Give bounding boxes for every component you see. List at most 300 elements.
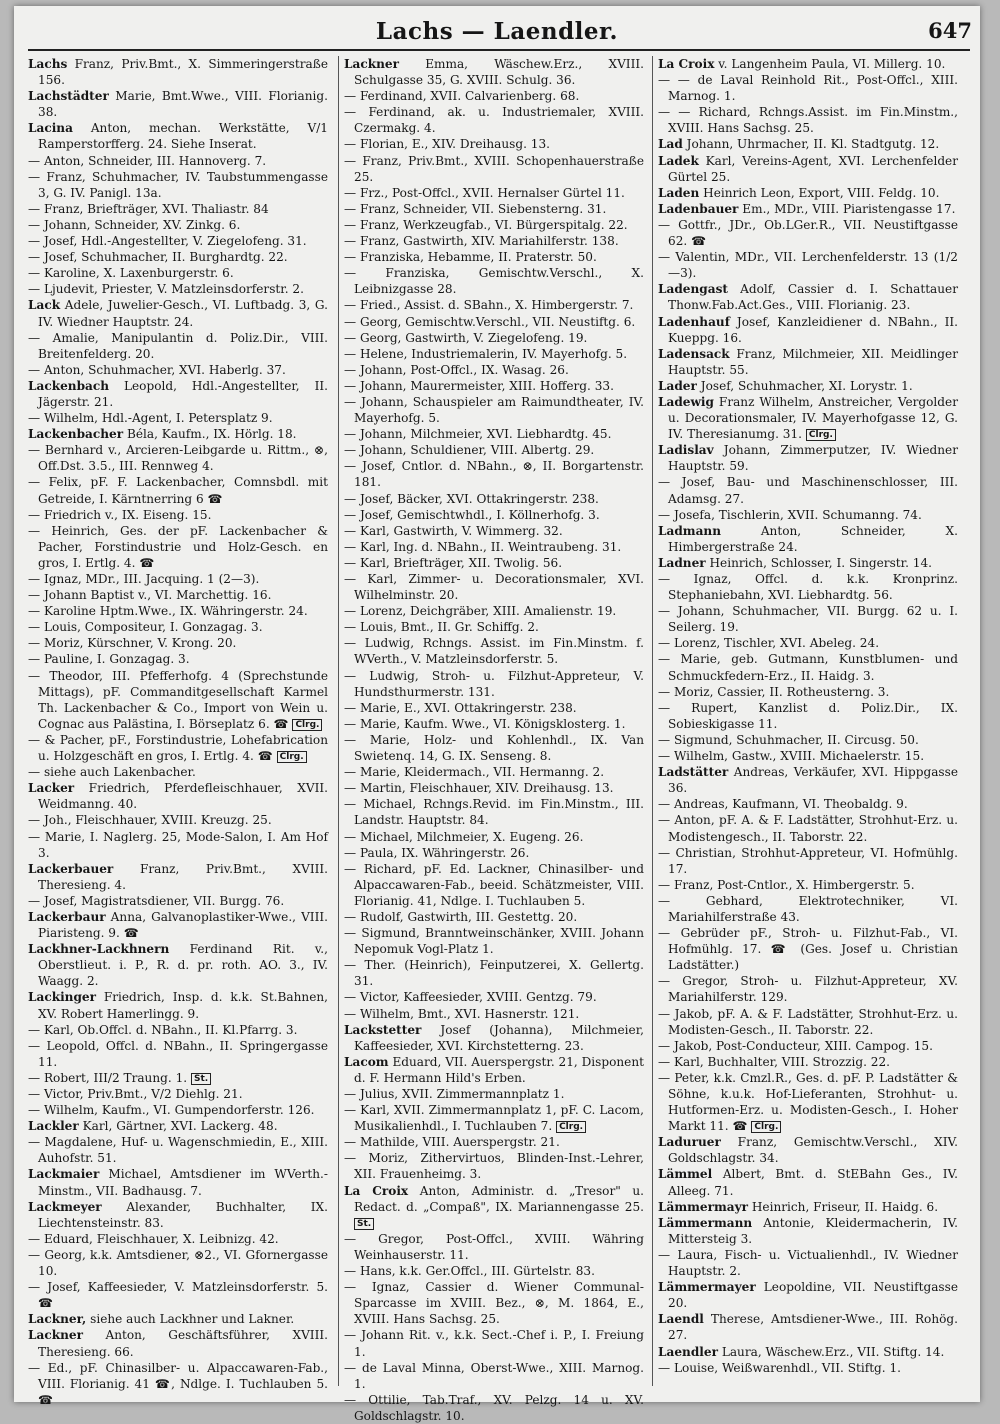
directory-entry	[28, 330, 328, 362]
entry-text: — Bernhard v., Arcieren-Leibgarde u. Rittm., ⊗, Off.Dst. 3.5., III. Rennweg 4.	[28, 443, 328, 474]
entry-text: — Johann Baptist v., VI. Marchettig. 16.	[28, 588, 272, 603]
entry-name: Lämmermayr	[658, 1199, 749, 1214]
entry-text: Emma, Wäschew.Erz., XVIII. Schulgasse 35, G. XVIII. Schulg. 36.	[354, 57, 644, 88]
entry-text: — Josef, Magistratsdiener, VII. Burgg. 76.	[28, 893, 285, 908]
entry-name: Ladensack	[658, 346, 730, 361]
entry-name: Lacom	[344, 1054, 389, 1069]
entry-text: — Anton, pF. A. & F. Ladstätter, Strohhut-Erz. u. Modistengesch., II. Taborstr. 22.	[658, 813, 958, 844]
entry-text: Josef, Kanzleidiener d. NBahn., II. Kueppg. 16.	[668, 314, 958, 345]
directory-entry	[344, 314, 644, 330]
directory-entry	[28, 1231, 328, 1247]
entry-text: Anton, Schneider, X. Himbergerstraße 24.	[668, 523, 958, 554]
entry-text: — Franz, Priv.Bmt., XVIII. Schopenhauerstraße 25.	[344, 153, 644, 184]
entry-text: — Sigmund, Schuhmacher, II. Circusg. 50.	[658, 732, 919, 747]
directory-entry	[658, 1279, 958, 1311]
directory-entry	[658, 474, 958, 506]
entry-text: Adele, Juwelier-Gesch., VI. Luftbadg. 3, G. IV. Wiedner Hauptstr. 24.	[38, 298, 328, 329]
entry-name: Lackner	[28, 1328, 83, 1343]
entry-text: Eduard, VII. Auerspergstr. 21, Disponent d. F. Hermann Hild's Erben.	[354, 1054, 644, 1085]
entry-text: Franz, Priv.Bmt., XVIII. Theresieng. 4.	[38, 861, 328, 892]
entry-text: — Ignaz, MDr., III. Jacquing. 1 (2—3).	[28, 572, 260, 586]
directory-entry	[344, 700, 644, 716]
directory-entry	[658, 249, 958, 281]
entry-text: — — Richard, Rchngs.Assist. im Fin.Minstm., XVIII. Hans Sachsg. 25.	[658, 105, 958, 136]
directory-entry	[344, 1150, 644, 1182]
directory-entry	[344, 829, 644, 845]
column-divider	[652, 56, 653, 1386]
directory-entry	[344, 491, 644, 507]
entry-text: Anton, mechan. Werkstätte, V/1 Ramperstorfferg. 24. Siehe Inserat.	[38, 121, 328, 152]
directory-entry	[28, 153, 328, 169]
directory-entry	[28, 1247, 328, 1279]
entry-text: — Johann, Milchmeier, XVI. Liebhardtg. 45.	[344, 427, 612, 442]
entry-text: — Frz., Post-Offcl., XVII. Hernalser Gürtel 11.	[344, 185, 625, 200]
directory-entry	[28, 1038, 328, 1070]
entry-text: — Julius, XVII. Zimmermannplatz 1.	[344, 1087, 565, 1101]
directory-entry	[344, 426, 644, 442]
entry-text: — & Pacher, pF., Forstindustrie, Lohefabrication u. Holzgeschäft en gros, I. Ertlg. 4. ☎	[28, 732, 328, 764]
entry-name: Lader	[658, 378, 697, 393]
entry-badge: Clrg.	[292, 719, 322, 731]
entry-text: — Laura, Fisch- u. Victualienhdl., IV. Wiedner Hauptstr. 2.	[658, 1247, 958, 1279]
entry-text: Karl, Vereins-Agent, XVI. Lerchenfelder Gürtel 25.	[668, 153, 958, 184]
entry-text: — Josef, Kaffeesieder, V. Matzleinsdorferstr. 5. ☎	[28, 1280, 328, 1311]
entry-text: — Josef, Bäcker, XVI. Ottakringerstr. 238.	[344, 491, 599, 506]
directory-entry	[658, 1344, 958, 1360]
directory-entry	[28, 1360, 328, 1408]
entry-text: Michael, Amtsdiener im WVerth.-Minstm., VII. Badhausg. 7.	[38, 1167, 328, 1198]
entry-text: — Hans, k.k. Ger.Offcl., III. Gürtelstr. 83.	[344, 1264, 595, 1279]
directory-entry	[344, 1102, 644, 1134]
entry-text: — Gebrüder pF., Stroh- u. Filzhut-Fab., VI. Hofmühlg. 17. ☎ (Ges. Josef u. Christian Ladstätter.)	[658, 926, 958, 973]
entry-text: — Ignaz, Offcl. d. k.k. Kronprinz. Stephaniebahn, XVI. Liebhardtg. 56.	[658, 572, 958, 603]
entry-text: — Helene, Industriemalerin, IV. Mayerhofg. 5.	[344, 346, 628, 361]
entry-badge: Clrg.	[751, 1121, 781, 1133]
directory-page	[14, 6, 980, 1423]
column-3	[658, 56, 958, 1391]
entry-text: — Leopold, Offcl. d. NBahn., II. Springergasse 11.	[28, 1038, 328, 1069]
directory-entry	[28, 201, 328, 217]
directory-entry	[28, 635, 328, 651]
directory-entry	[658, 153, 958, 185]
entry-text: — Karl, Gastwirth, V. Wimmerg. 32.	[344, 523, 563, 538]
entry-text: Friedrich, Pferdefleischhauer, XVII. Weidmanng. 40.	[38, 781, 328, 812]
directory-entry	[28, 1134, 328, 1166]
entry-name: Lackstetter	[344, 1022, 422, 1037]
entry-text: Heinrich, Schlosser, I. Singerstr. 14.	[709, 555, 933, 570]
entry-text: — Gebhard, Elektrotechniker, VI. Mariahilferstraße 43.	[658, 893, 958, 924]
entry-text: — Ferdinand, ak. u. Industriemaler, XVIII. Czermakg. 4.	[344, 105, 644, 136]
entry-text: Em., MDr., VIII. Piaristengasse 17.	[742, 201, 956, 216]
directory-entry	[28, 56, 328, 88]
entry-text: — Ignaz, Cassier d. Wiener Communal-Sparcasse im XVIII. Bez., ⊗, M. 1864, E., XVIII. Hans Sachsg. 25.	[344, 1280, 644, 1327]
directory-entry	[28, 1118, 328, 1134]
directory-entry	[344, 1263, 644, 1279]
entry-badge: Clrg.	[277, 751, 307, 763]
entry-text: — Ferdinand, XVII. Calvarienberg. 68.	[344, 89, 580, 104]
entry-badge: St.	[191, 1073, 211, 1085]
page-title: Lachs — Laendler.	[375, 18, 619, 45]
entry-text: — Victor, Priv.Bmt., V/2 Diehlg. 21.	[28, 1087, 243, 1101]
directory-entry	[658, 845, 958, 877]
directory-entry	[658, 72, 958, 104]
directory-entry	[344, 458, 644, 490]
directory-entry	[344, 136, 644, 152]
entry-text: Karl, Gärtner, XVI. Lackerg. 48.	[82, 1119, 278, 1134]
entry-text: — Ludwig, Stroh- u. Filzhut-Appreteur, V. Hundsthurmerstr. 131.	[344, 668, 644, 699]
directory-entry	[344, 1086, 644, 1102]
directory-entry	[658, 893, 958, 925]
entry-text: — Joh., Fleischhauer, XVIII. Kreuzg. 25.	[28, 813, 272, 828]
entry-text: — Amalie, Manipulantin d. Poliz.Dir., VIII. Breitenfelderg. 20.	[28, 330, 328, 361]
directory-entry	[28, 217, 328, 233]
page-header	[14, 14, 980, 48]
entry-text: — Josefa, Tischlerin, XVII. Schumanng. 74.	[658, 507, 922, 522]
directory-entry	[344, 989, 644, 1005]
entry-text: — Gottfr., JDr., Ob.LGer.R., VII. Neustiftgasse 62. ☎	[658, 217, 958, 249]
directory-entry	[658, 925, 958, 973]
directory-entry	[28, 780, 328, 812]
header-rule	[28, 49, 970, 51]
directory-entry	[344, 635, 644, 667]
entry-text: v. Langenheim Paula, VI. Millerg. 10.	[718, 57, 946, 71]
directory-entry	[344, 1022, 644, 1054]
entry-name: Lachstädter	[28, 89, 109, 104]
entry-text: — Franziska, Hebamme, II. Praterstr. 50.	[344, 250, 597, 265]
directory-entry	[28, 378, 328, 410]
directory-entry	[344, 1360, 644, 1392]
directory-entry	[658, 104, 958, 136]
entry-text: — Michael, Milchmeier, X. Eugeng. 26.	[344, 829, 584, 844]
directory-entry	[28, 1199, 328, 1231]
directory-entry	[344, 796, 644, 828]
entry-text: — Johann, Maurermeister, XIII. Hofferg. 33.	[344, 378, 614, 393]
entry-text: — Ludwig, Rchngs. Assist. im Fin.Minstm. f. WVerth., V. Matzleinsdorferstr. 5.	[344, 636, 644, 667]
entry-name: La Croix	[344, 1183, 409, 1198]
directory-entry	[28, 603, 328, 619]
entry-text: — Andreas, Kaufmann, VI. Theobaldg. 9.	[658, 797, 908, 812]
entry-text: Leopold, Hdl.-Angestellter, II. Jägerstr. 21.	[38, 378, 328, 409]
directory-entry	[658, 56, 958, 72]
entry-text: — Franz, Schneider, VII. Siebensterng. 31.	[344, 201, 607, 216]
entry-text: Franz, Priv.Bmt., X. Simmeringerstraße 156.	[38, 57, 328, 88]
directory-entry	[28, 120, 328, 152]
entry-text: — Marie, geb. Gutmann, Kunstblumen- und Schmuckfedern-Erz., II. Haidg. 3.	[658, 652, 958, 683]
entry-text: — Felix, pF. F. Lackenbacher, Comnsbdl. mit Getreide, I. Kärntnerring 6 ☎	[28, 475, 328, 506]
entry-text: Leopoldine, VII. Neustiftgasse 20.	[668, 1280, 958, 1311]
entry-text: — Pauline, I. Gonzagag. 3.	[28, 652, 190, 667]
directory-entry	[28, 861, 328, 893]
directory-entry	[658, 1070, 958, 1134]
entry-text: — Georg, k.k. Amtsdiener, ⊗2., VI. Gfornergasse 10.	[28, 1247, 328, 1279]
entry-name: Lad	[658, 137, 683, 152]
column-2	[344, 56, 644, 1423]
entry-name: Lackinger	[28, 990, 96, 1005]
directory-entry	[658, 217, 958, 249]
directory-entry	[344, 217, 644, 233]
entry-text: — Josef, Cntlor. d. NBahn., ⊗, II. Borgartenstr. 181.	[344, 459, 644, 490]
directory-entry	[344, 507, 644, 523]
entry-text: — Fried., Assist. d. SBahn., X. Himbergerstr. 7.	[344, 298, 634, 313]
directory-entry	[28, 829, 328, 861]
entry-text: — Michael, Rchngs.Revid. im Fin.Minstm., III. Landstr. Hauptstr. 84.	[344, 797, 644, 828]
entry-text: — Paula, IX. Währingerstr. 26.	[344, 845, 530, 860]
directory-entry	[658, 1054, 958, 1070]
directory-entry	[344, 249, 644, 265]
entry-name: Laendl	[658, 1312, 704, 1327]
directory-entry	[658, 877, 958, 893]
directory-entry	[658, 1199, 958, 1215]
directory-entry	[658, 973, 958, 1005]
entry-text: — Sigmund, Branntweinschänker, XVIII. Johann Nepomuk Vogl-Platz 1.	[344, 926, 644, 957]
directory-entry	[28, 1102, 328, 1118]
entry-text: — Moriz, Kürschner, V. Krong. 20.	[28, 636, 237, 651]
entry-text: — Wilhelm, Hdl.-Agent, I. Petersplatz 9.	[28, 411, 273, 426]
entry-text: — Karl, Buchhalter, VIII. Strozzig. 22.	[658, 1054, 891, 1069]
entry-text: — Gregor, Stroh- u. Filzhut-Appreteur, XV. Mariahilferstr. 129.	[658, 974, 958, 1005]
entry-text: Béla, Kaufm., IX. Hörlg. 18.	[126, 427, 297, 442]
entry-name: Lackler	[28, 1119, 79, 1134]
entry-text: — de Laval Minna, Oberst-Wwe., XIII. Marnog. 1.	[344, 1360, 644, 1391]
directory-entry	[28, 88, 328, 120]
directory-entry	[28, 668, 328, 732]
directory-entry	[28, 1311, 328, 1327]
entry-name: Lackmaier	[28, 1167, 100, 1182]
directory-entry	[658, 684, 958, 700]
entry-text: — Jakob, Post-Conducteur, XIII. Campog. 15.	[658, 1038, 933, 1053]
directory-entry	[344, 56, 644, 88]
directory-entry	[658, 1006, 958, 1038]
directory-entry	[658, 1166, 958, 1198]
entry-text: — Franz, Post-Cntlor., X. Himbergerstr. 5.	[658, 877, 915, 892]
directory-entry	[344, 1183, 644, 1231]
directory-entry	[28, 281, 328, 297]
entry-text: Albert, Bmt. d. StEBahn Ges., IV. Alleeg. 71.	[668, 1167, 958, 1198]
directory-entry	[344, 1006, 644, 1022]
entry-text: Marie, Bmt.Wwe., VIII. Florianig. 38.	[38, 89, 328, 120]
entry-name: La Croix	[658, 57, 715, 71]
entry-name: Lackenbach	[28, 378, 110, 393]
entry-text: — siehe auch Lakenbacher.	[28, 765, 196, 780]
entry-name: Ladenhauf	[658, 314, 730, 329]
directory-entry	[28, 426, 328, 442]
directory-entry	[658, 442, 958, 474]
entry-name: Ladislav	[658, 443, 714, 458]
entry-text: — Karl, Briefträger, XII. Twolig. 56.	[344, 555, 563, 570]
entry-text: Josef (Johanna), Milchmeier, Kaffeesieder, XVI. Kirchstetterng. 23.	[354, 1022, 644, 1053]
directory-entry	[658, 1134, 958, 1166]
entry-text: — Franziska, Gemischtw.Verschl., X. Leibnizgasse 28.	[344, 266, 644, 297]
entry-text: — Johann Rit. v., k.k. Sect.-Chef i. P., I. Freiung 1.	[344, 1328, 644, 1359]
entry-name: Ladek	[658, 153, 699, 168]
entry-text: — Martin, Fleischhauer, XIV. Dreihausg. 13.	[344, 781, 614, 796]
directory-entry	[658, 1215, 958, 1247]
column-1	[28, 56, 328, 1407]
directory-entry	[658, 378, 958, 394]
entry-text: — Karoline, X. Laxenburgerstr. 6.	[28, 266, 234, 281]
entry-text: — Georg, Gemischtw.Verschl., VII. Neustiftg. 6.	[344, 314, 636, 329]
directory-entry	[658, 523, 958, 555]
entry-name: Lämmermann	[658, 1215, 753, 1230]
directory-entry	[658, 314, 958, 346]
entry-name: Ladewig	[658, 394, 714, 409]
directory-entry	[344, 716, 644, 732]
directory-entry	[344, 394, 644, 426]
entry-text: — Peter, k.k. Cmzl.R., Ges. d. pF. P. Ladstätter & Söhne, k.u.k. Hof-Lieferanten, Strohhut- u. Hutformen-Erz. u. Modisten-Gesch., I. Hoher Markt 11. ☎	[658, 1070, 958, 1134]
entry-text: — Karoline Hptm.Wwe., IX. Währingerstr. 24.	[28, 604, 308, 619]
entry-badge: Clrg.	[806, 429, 836, 441]
entry-name: Lackhner-Lackhnern	[28, 942, 170, 957]
directory-entry	[28, 651, 328, 667]
directory-entry	[28, 1022, 328, 1038]
entry-text: — Valentin, MDr., VII. Lerchenfelderstr. 13 (1/2—3).	[658, 250, 958, 281]
entry-text: Franz Wilhelm, Anstreicher, Vergolder u. Decorationsmaler, IV. Mayerhofgasse 12, G. IV. Theresianumg. 31.	[668, 394, 958, 442]
entry-text: — Franz, Schuhmacher, IV. Taubstummengasse 3, G. IV. Panigl. 13a.	[28, 169, 328, 200]
entry-name: Laendler	[658, 1344, 718, 1359]
directory-entry	[344, 764, 644, 780]
entry-text: Johann, Uhrmacher, II. Kl. Stadtgutg. 12.	[686, 137, 940, 152]
directory-entry	[344, 297, 644, 313]
directory-entry	[658, 1247, 958, 1279]
entry-text: — Moriz, Zithervirtuos, Blinden-Inst.-Lehrer, XII. Frauenheimg. 3.	[344, 1151, 644, 1182]
entry-text: — Karl, Zimmer- u. Decorationsmaler, XVI. Wilhelminstr. 20.	[344, 572, 644, 603]
directory-entry	[344, 1279, 644, 1327]
entry-text: — Moriz, Cassier, II. Rotheusterng. 3.	[658, 684, 890, 699]
entry-badge: St.	[354, 1218, 374, 1230]
entry-text: — Marie, E., XVI. Ottakringerstr. 238.	[344, 700, 577, 715]
entry-text: Adolf, Cassier d. I. Schattauer Thonw.Fab.Act.Ges., VIII. Florianig. 23.	[668, 282, 958, 313]
directory-entry	[658, 748, 958, 764]
entry-text: — Gregor, Post-Offcl., XVIII. Währing Weinhauserstr. 11.	[344, 1231, 644, 1262]
entry-name: Lack	[28, 298, 61, 313]
entry-name: Lackner,	[28, 1312, 87, 1327]
entry-text: — Josef, Schuhmacher, II. Burghardtg. 22.	[28, 250, 288, 265]
directory-entry	[658, 281, 958, 313]
directory-entry	[658, 603, 958, 635]
entry-text: — Georg, Gastwirth, V. Ziegelofeng. 19.	[344, 330, 588, 345]
directory-entry	[28, 893, 328, 909]
entry-text: Franz, Milchmeier, XII. Meidlinger Hauptstr. 55.	[668, 346, 958, 377]
entry-text: siehe auch Lackhner und Lakner.	[90, 1312, 295, 1327]
directory-entry	[658, 1360, 958, 1376]
directory-entry	[28, 909, 328, 941]
directory-entry	[344, 539, 644, 555]
directory-entry	[28, 1086, 328, 1102]
entry-text: Anton, Administr. d. „Tresor" u. Redact. d. „Compaß", IX. Mariannengasse 25.	[354, 1183, 644, 1214]
directory-entry	[28, 941, 328, 989]
entry-name: Lackenbacher	[28, 427, 124, 442]
directory-entry	[28, 249, 328, 265]
directory-entry	[344, 957, 644, 989]
entry-text: — Ljudevit, Priester, V. Matzleinsdorferstr. 2.	[28, 282, 304, 297]
directory-entry	[28, 989, 328, 1021]
directory-entry	[344, 619, 644, 635]
directory-entry	[658, 635, 958, 651]
entry-name: Lackmeyer	[28, 1199, 102, 1214]
entry-text: — Christian, Strohhut-Appreteur, VI. Hofmühlg. 17.	[658, 845, 958, 876]
directory-entry	[344, 442, 644, 458]
directory-entry	[28, 1327, 328, 1359]
entry-text: — Wilhelm, Gastw., XVIII. Michaelerstr. 15.	[658, 749, 925, 764]
directory-entry	[344, 909, 644, 925]
entry-text: — Josef, Bau- und Maschinenschlosser, III. Adamsg. 27.	[658, 475, 958, 506]
entry-text: Franz, Gemischtw.Verschl., XIV. Goldschlagstr. 34.	[668, 1135, 958, 1166]
entry-text: — Ther. (Heinrich), Feinputzerei, X. Gellertg. 31.	[344, 958, 644, 989]
entry-text: — Josef, Gemischtwhdl., I. Köllnerhofg. 3.	[344, 507, 600, 522]
entry-text: Heinrich, Friseur, II. Haidg. 6.	[751, 1199, 939, 1214]
entry-text: Ferdinand Rit. v., Oberstlieut. i. P., R. d. pr. roth. AO. 3., IV. Waagg. 2.	[38, 942, 328, 989]
directory-entry	[344, 330, 644, 346]
directory-entry	[658, 1038, 958, 1054]
directory-entry	[28, 587, 328, 603]
directory-entry	[28, 812, 328, 828]
entry-text: — Louis, Bmt., II. Gr. Schiffg. 2.	[344, 620, 539, 635]
entry-text: — Marie, Holz- und Kohlenhdl., IX. Van Swietenq. 14, G. IX. Senseng. 8.	[344, 732, 644, 764]
directory-entry	[344, 861, 644, 909]
directory-entry	[28, 1279, 328, 1311]
directory-entry	[28, 169, 328, 201]
entry-text: — Johann, Schneider, XV. Zinkg. 6.	[28, 217, 241, 232]
directory-entry	[28, 732, 328, 764]
entry-text: — Anton, Schneider, III. Hannoverg. 7.	[28, 153, 267, 168]
entry-text: — Franz, Briefträger, XVI. Thaliastr. 84	[28, 201, 269, 216]
entry-text: — Marie, I. Naglerg. 25, Mode-Salon, I. Am Hof 3.	[28, 829, 328, 860]
entry-name: Lacina	[28, 121, 73, 136]
entry-text: — Lorenz, Tischler, XVI. Abeleg. 24.	[658, 636, 880, 651]
directory-entry	[28, 265, 328, 281]
directory-entry	[344, 780, 644, 796]
entry-name: Lackner	[344, 57, 399, 71]
entry-text: — Rupert, Kanzlist d. Poliz.Dir., IX. Sobieskigasse 11.	[658, 700, 958, 731]
directory-entry	[344, 104, 644, 136]
directory-entry	[28, 362, 328, 378]
directory-entry	[658, 394, 958, 442]
directory-entry	[344, 265, 644, 297]
directory-entry	[658, 136, 958, 152]
entry-name: Ladenbauer	[658, 201, 739, 216]
directory-entry	[344, 1054, 644, 1086]
directory-entry	[28, 571, 328, 587]
entry-text: — Karl, XVII. Zimmermannplatz 1, pF. C. Lacom, Musikalienhdl., I. Tuchlauben 7.	[344, 1103, 644, 1134]
entry-text: — Jakob, pF. A. & F. Ladstätter, Strohhut-Erz. u. Modisten-Gesch., II. Taborstr. 22.	[658, 1006, 958, 1037]
directory-entry	[658, 555, 958, 571]
directory-entry	[658, 732, 958, 748]
entry-name: Ladner	[658, 555, 706, 570]
directory-entry	[344, 925, 644, 957]
entry-text: — Josef, Hdl.-Angestellter, V. Ziegelofeng. 31.	[28, 234, 307, 249]
directory-entry	[658, 346, 958, 378]
entry-text: — Florian, E., XIV. Dreihausg. 13.	[344, 137, 551, 152]
directory-entry	[344, 153, 644, 185]
directory-entry	[344, 185, 644, 201]
directory-entry	[28, 233, 328, 249]
entry-text: Anton, Geschäftsführer, XVIII. Theresieng. 66.	[38, 1328, 328, 1359]
entry-name: Lackerbauer	[28, 861, 114, 876]
entry-text: — Richard, pF. Ed. Lackner, Chinasilber- und Alpaccawaren-Fab., beeid. Schätzmeister, VIII. Florianig. 41, Ndlge. I. Tuchlauben 5.	[344, 861, 644, 908]
directory-entry	[28, 507, 328, 523]
directory-entry	[658, 764, 958, 796]
entry-text: Andreas, Verkäufer, XVI. Hippgasse 36.	[668, 765, 958, 796]
directory-entry	[344, 201, 644, 217]
entry-text: — Friedrich v., IX. Eiseng. 15.	[28, 507, 212, 522]
directory-entry	[28, 764, 328, 780]
entry-text: — Franz, Werkzeugfab., VI. Bürgerspitalg. 22.	[344, 217, 628, 232]
entry-text: — Magdalene, Huf- u. Wagenschmiedin, E., XIII. Auhofstr. 51.	[28, 1135, 328, 1166]
entry-text: — Ottilie, Tab.Traf., XV. Pelzg. 14 u. XV. Goldschlagstr. 10.	[344, 1392, 644, 1423]
directory-entry	[28, 619, 328, 635]
entry-text: — Heinrich, Ges. der pF. Lackenbacher & Pacher, Forstindustrie und Holz-Gesch. en gros, I. Ertlg. 4. ☎	[28, 523, 328, 570]
directory-entry	[344, 378, 644, 394]
